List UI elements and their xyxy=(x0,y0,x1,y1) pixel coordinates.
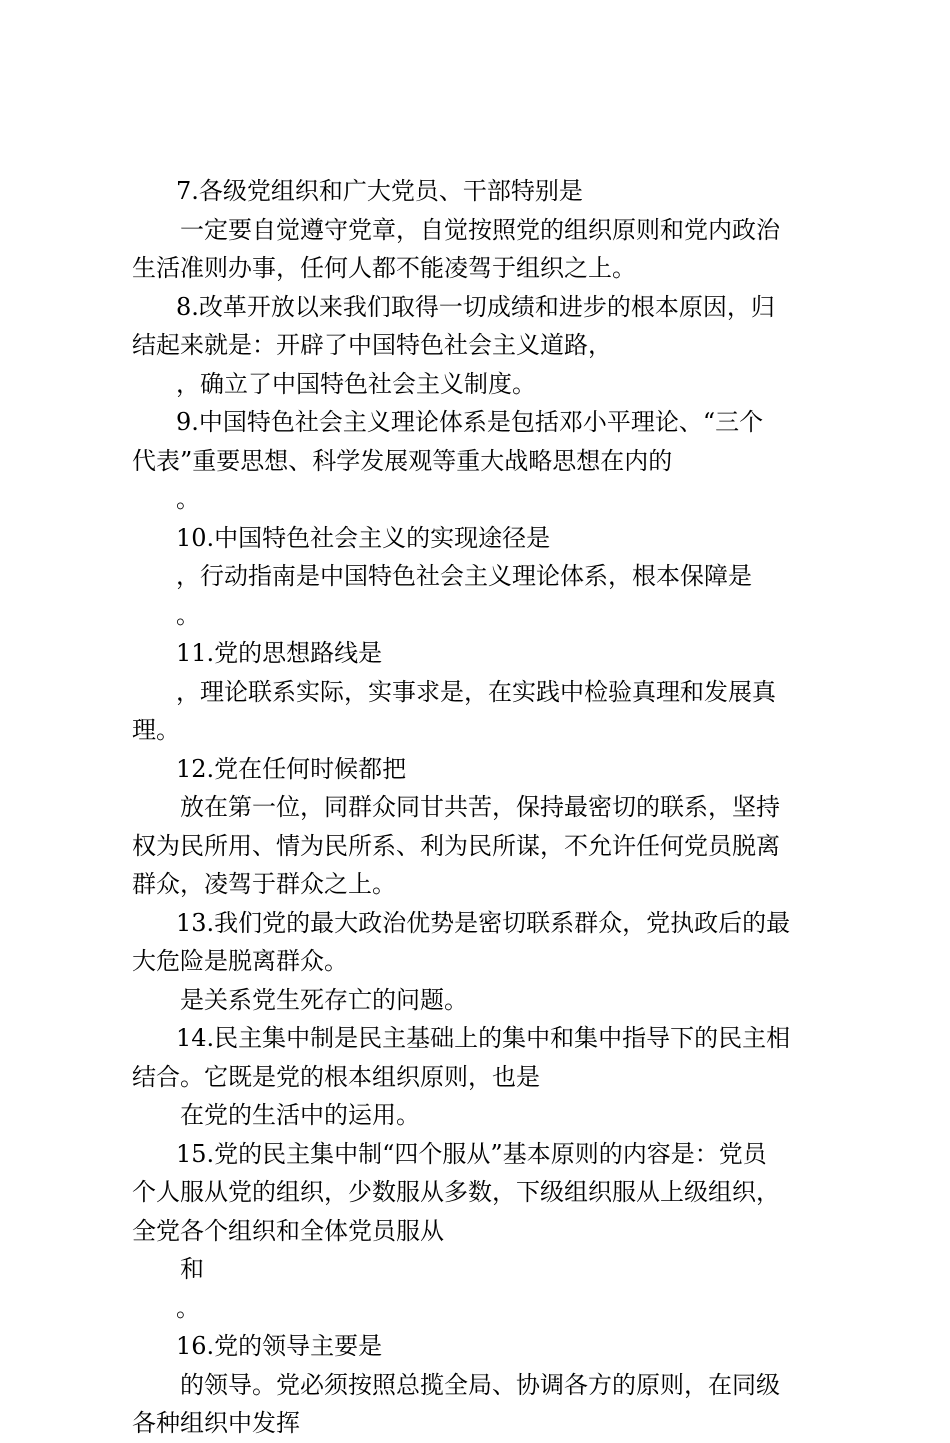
text-line: 个人服从党的组织，少数服从多数，下级组织服从上级组织， xyxy=(132,1178,780,1206)
text-line: 大危险是脱离群众。 xyxy=(132,947,348,975)
text-line: 16.党的领导主要是 xyxy=(176,1332,383,1360)
text-line: 10.中国特色社会主义的实现途径是 xyxy=(176,523,551,552)
text-line: 结起来就是：开辟了中国特色社会主义道路， xyxy=(132,331,612,359)
text-line: 。 xyxy=(176,1293,200,1322)
text-line: 在党的生活中的运用。 xyxy=(180,1101,420,1129)
text-line: 各种组织中发挥 xyxy=(132,1409,300,1437)
text-line: 一定要自觉遵守党章，自觉按照党的组织原则和党内政治 xyxy=(180,215,780,244)
text-line: 理。 xyxy=(132,716,180,744)
text-line: 15.党的民主集中制“四个服从”基本原则的内容是：党员 xyxy=(176,1139,767,1168)
text-line: 8.改革开放以来我们取得一切成绩和进步的根本原因，归 xyxy=(176,292,775,321)
text-line: 和 xyxy=(180,1255,204,1283)
text-line: 是关系党生死存亡的问题。 xyxy=(180,985,468,1014)
text-line: 11.党的思想路线是 xyxy=(176,639,383,667)
text-line: 结合。它既是党的根本组织原则，也是 xyxy=(132,1062,540,1091)
text-line: 14.民主集中制是民主基础上的集中和集中指导下的民主相 xyxy=(176,1024,791,1052)
text-line: 12.党在任何时候都把 xyxy=(176,754,407,783)
text-line: 全党各个组织和全体党员服从 xyxy=(132,1216,444,1245)
document-body xyxy=(132,172,832,1443)
text-line: ，确立了中国特色社会主义制度。 xyxy=(176,369,536,398)
text-line: 权为民所用、情为民所系、利为民所谋，不允许任何党员脱离 xyxy=(132,831,780,860)
text-line: ，行动指南是中国特色社会主义理论体系，根本保障是 xyxy=(176,562,752,590)
text-line: 。 xyxy=(176,485,200,513)
text-line: 的领导。党必须按照总揽全局、协调各方的原则，在同级 xyxy=(180,1370,780,1399)
text-line: 9.中国特色社会主义理论体系是包括邓小平理论、“三个 xyxy=(176,408,764,436)
text-line: 。 xyxy=(176,600,200,629)
text-line: 放在第一位，同群众同甘共苦，保持最密切的联系，坚持 xyxy=(180,793,780,821)
text-line: ，理论联系实际，实事求是，在实践中检验真理和发展真 xyxy=(176,677,776,706)
text-line: 7.各级党组织和广大党员、干部特别是 xyxy=(176,177,583,205)
text-line: 群众，凌驾于群众之上。 xyxy=(132,870,396,898)
text-line: 13.我们党的最大政治优势是密切联系群众，党执政后的最 xyxy=(176,908,791,937)
text-line: 生活准则办事，任何人都不能凌驾于组织之上。 xyxy=(132,254,636,282)
text-line: 代表”重要思想、科学发展观等重大战略思想在内的 xyxy=(132,446,673,475)
